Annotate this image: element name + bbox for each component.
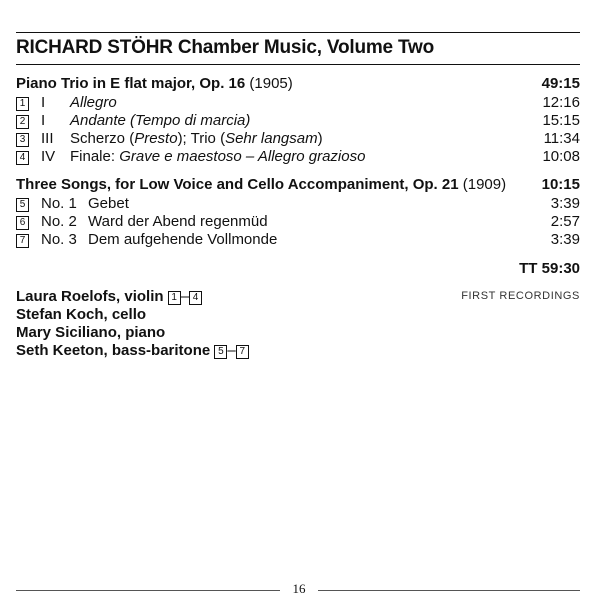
title-rule <box>16 64 580 65</box>
top-rule <box>16 32 580 33</box>
page-number: 16 <box>292 581 306 596</box>
performer-name: Laura Roelofs, violin <box>16 288 164 305</box>
track-time: 12:16 <box>542 94 580 111</box>
track-number: 2 <box>16 115 29 129</box>
track-row <box>16 93 580 112</box>
performer-name: Stefan Koch, cello <box>16 306 147 323</box>
work-heading-2 <box>16 175 580 194</box>
song-number: No. 3 <box>41 231 77 248</box>
track-range-end: 7 <box>236 345 249 359</box>
track-number: 1 <box>16 97 29 111</box>
performer-violin <box>16 287 202 306</box>
page-title: RICHARD STÖHR Chamber Music, Volume Two <box>16 37 434 58</box>
movement-title-italic: Presto <box>134 130 178 147</box>
track-range-end: 4 <box>189 291 202 305</box>
work-heading-1 <box>16 74 580 93</box>
performer-name: Seth Keeton, bass-baritone <box>16 342 211 359</box>
movement-numeral: III <box>41 130 54 147</box>
track-time: 10:08 <box>542 148 580 165</box>
track-number: 7 <box>16 234 29 248</box>
song-title: Ward der Abend regenmüd <box>88 213 268 230</box>
movement-numeral: I <box>41 94 46 111</box>
song-number: No. 2 <box>41 213 77 230</box>
movement-title-plain: Finale: <box>70 148 120 165</box>
performer-cello <box>16 305 146 324</box>
first-recordings-note: FIRST RECORDINGS <box>461 290 580 302</box>
total-time: TT 59:30 <box>519 260 580 277</box>
performer-voice <box>16 341 249 360</box>
song-title: Gebet <box>88 195 129 212</box>
movement-tail-end: ) <box>317 130 323 147</box>
track-time: 2:57 <box>550 213 580 230</box>
movement-title: Allegro <box>70 94 117 111</box>
track-number: 5 <box>16 198 29 212</box>
track-range-start: 5 <box>214 345 227 359</box>
track-time: 15:15 <box>542 112 580 129</box>
track-time: 3:39 <box>550 195 580 212</box>
work-year: (1905) <box>249 75 293 92</box>
track-row <box>16 129 580 148</box>
work-total: 10:15 <box>541 176 580 193</box>
track-row <box>16 111 580 130</box>
movement-title: Andante (Tempo di marcia) <box>70 112 251 129</box>
track-time: 3:39 <box>550 231 580 248</box>
movement-tail-plain: ); Trio ( <box>177 130 226 147</box>
track-range-start: 1 <box>168 291 181 305</box>
track-row <box>16 230 580 249</box>
track-time: 11:34 <box>543 130 580 147</box>
track-row <box>16 194 580 213</box>
performer-piano <box>16 323 165 342</box>
work-year: (1909) <box>462 176 507 193</box>
total-time-row <box>16 259 580 278</box>
song-title: Dem aufgehende Vollmonde <box>88 231 278 248</box>
movement-tail-italic: Sehr langsam <box>225 130 318 147</box>
song-number: No. 1 <box>41 195 77 212</box>
movement-numeral: IV <box>41 148 56 165</box>
work-title: Three Songs, for Low Voice and Cello Accompaniment, Op. 21 <box>16 176 459 193</box>
track-range-dash: – <box>227 342 236 359</box>
work-title: Piano Trio in E flat major, Op. 16 <box>16 75 246 92</box>
movement-title-italic: Grave e maestoso – Allegro grazioso <box>119 148 366 165</box>
movement-numeral: I <box>41 112 46 129</box>
footer-rule-right <box>318 590 580 591</box>
track-number: 4 <box>16 151 29 165</box>
footer-rule-left <box>16 590 280 591</box>
track-row <box>16 212 580 231</box>
movement-title-plain: Scherzo ( <box>70 130 135 147</box>
track-number: 3 <box>16 133 29 147</box>
work-total: 49:15 <box>541 75 580 92</box>
performer-name: Mary Siciliano, piano <box>16 324 166 341</box>
track-range-dash: – <box>180 288 190 305</box>
track-row <box>16 147 580 166</box>
track-number: 6 <box>16 216 29 230</box>
